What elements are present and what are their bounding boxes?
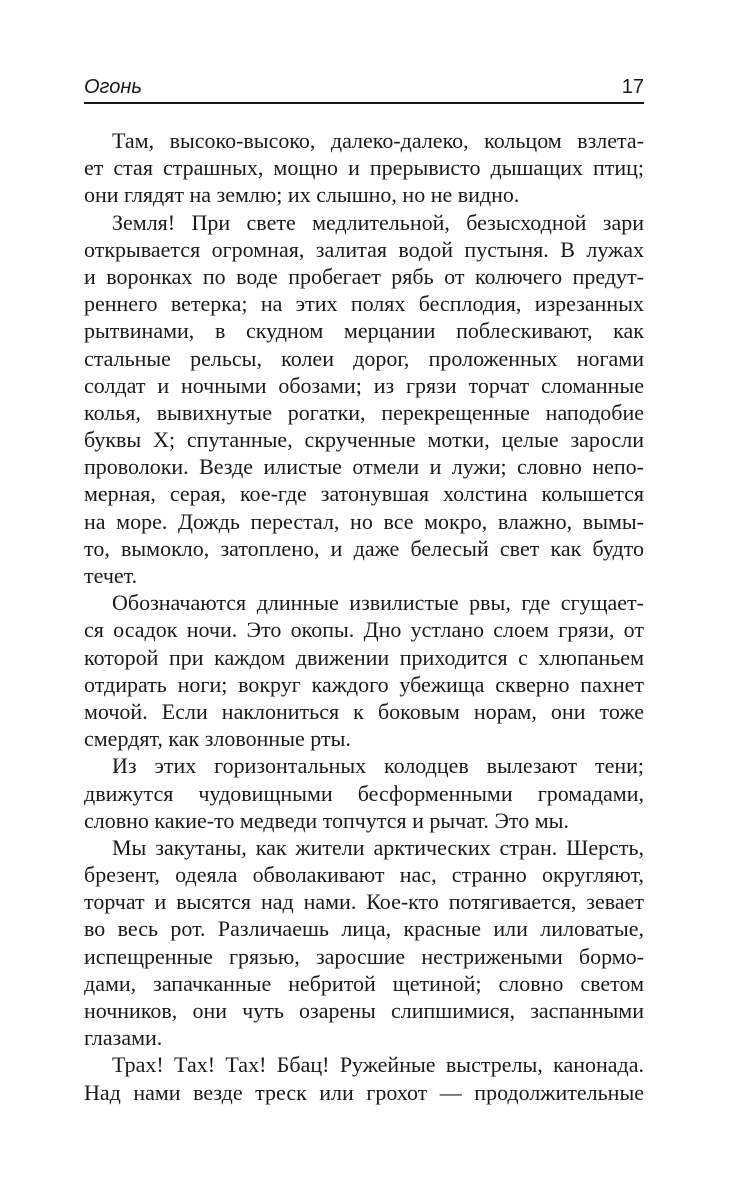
text-line: смердят, как зловонные рты. xyxy=(84,726,351,752)
text-line: которой при каждом движении приходится с хлюпаньем xyxy=(84,644,644,670)
text-line: Обозначаются длинные извилистые рвы, где сгущает- xyxy=(112,590,644,616)
body-text xyxy=(84,127,644,1106)
text-line: брезент, одеяла обволакивают нас, странно округляют, xyxy=(84,862,644,888)
text-line: ет стая страшных, мощно и прерывисто дышащих птиц; xyxy=(84,155,644,181)
text-line: на море. Дождь перестал, но все мокро, влажно, вымы- xyxy=(84,508,644,534)
text-line: Мы закутаны, как жители арктических стран. Шерсть, xyxy=(112,834,644,860)
text-line: они глядят на землю; их слышно, но не видно. xyxy=(84,182,520,208)
text-line: во весь рот. Различаешь лица, красные или лиловатые, xyxy=(84,916,644,942)
running-title: Огонь xyxy=(84,76,142,98)
text-line: и воронках по воде пробегает рябь от колючего предут- xyxy=(84,263,644,289)
text-line: мочой. Если наклониться к боковым норам, они тоже xyxy=(84,698,644,724)
page-number: 17 xyxy=(621,76,644,98)
text-line: рытвинами, в скудном мерцании поблескивают, как xyxy=(84,318,644,344)
text-line: течет. xyxy=(84,563,138,588)
text-line: мерная, серая, кое-где затонувшая холстина колышется xyxy=(84,481,644,507)
text-line: отдирать ноги; вокруг каждого убежища скверно пахнет xyxy=(84,671,644,697)
text-line: Над нами везде треск или грохот — продолжительные xyxy=(84,1079,644,1105)
text-line: торчат и высятся над нами. Кое-кто потягивается, зевает xyxy=(84,889,644,915)
text-line: проволоки. Везде илистые отмели и лужи; словно непо- xyxy=(84,454,644,480)
text-line: стальные рельсы, колеи дорог, проложенных ногами xyxy=(84,345,644,371)
text-line: ночников, они чуть озарены слипшимися, заспанными xyxy=(84,998,644,1023)
text-line: дами, запачканные небритой щетиной; словно светом xyxy=(84,970,644,996)
text-line: глазами. xyxy=(84,1025,163,1051)
text-line: Из этих горизонтальных колодцев вылезают тени; xyxy=(112,753,644,779)
text-line: солдат и ночными обозами; из грязи торчат сломанные xyxy=(84,372,644,398)
running-head xyxy=(84,72,644,104)
text-line: движутся чудовищными бесформенными громадами, xyxy=(84,780,644,806)
text-line: Трах! Тах! Тах! Ббац! Ружейные выстрелы, канонада. xyxy=(112,1052,644,1078)
text-line: буквы Х; спутанные, скрученные мотки, целые заросли xyxy=(84,427,644,453)
text-line: реннего ветерка; на этих полях бесплодия, изрезанных xyxy=(84,291,644,317)
text-line: испещренные грязью, заросшие нестрижеными бормо- xyxy=(84,943,644,969)
text-line: ся осадок ночи. Это окопы. Дно устлано слоем грязи, от xyxy=(84,617,644,643)
text-line: Земля! При свете медлительной, безысходной зари xyxy=(112,209,644,235)
text-line: словно какие-то медведи топчутся и рычат. Это мы. xyxy=(84,807,569,833)
text-line: открывается огромная, залитая водой пустыня. В лужах xyxy=(84,236,644,262)
text-line: Там, высоко-высоко, далеко-далеко, кольцом взлета- xyxy=(112,128,644,153)
text-line: колья, вывихнутые рогатки, перекрещенные наподобие xyxy=(84,399,644,425)
text-line: то, вымокло, затоплено, и даже белесый свет как будто xyxy=(84,535,644,561)
